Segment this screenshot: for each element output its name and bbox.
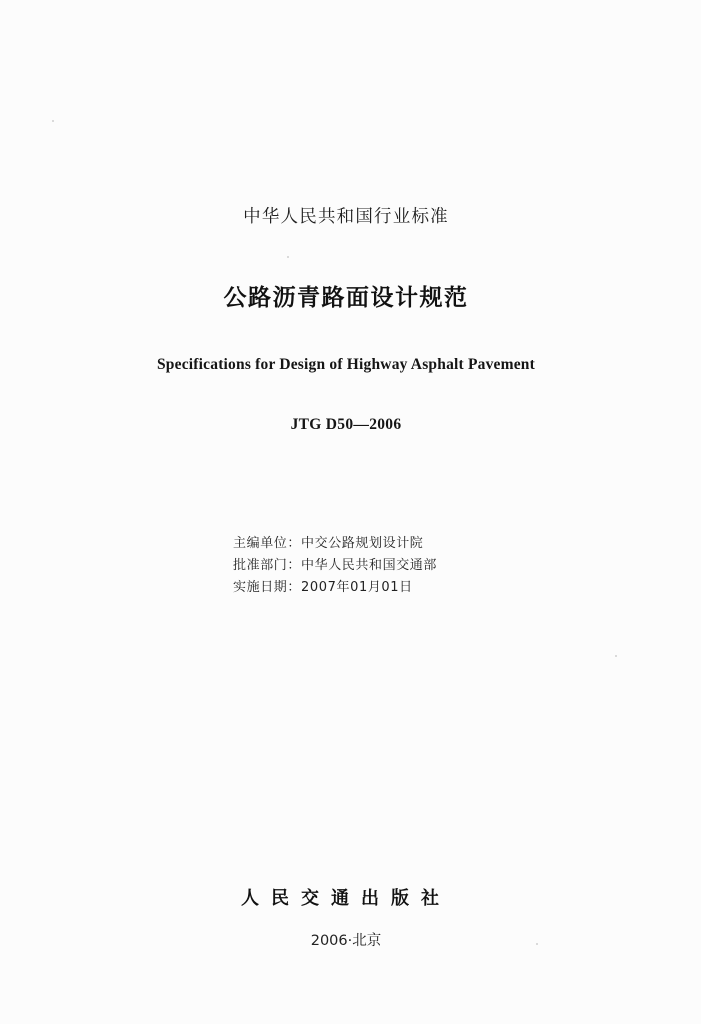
scan-speck bbox=[615, 655, 617, 657]
scan-speck bbox=[52, 120, 54, 122]
approving-department-line: 批准部门：中华人民共和国交通部 bbox=[233, 558, 438, 573]
standard-code: JTG D50—2006 bbox=[290, 416, 402, 433]
publication-place-year: 2006·北京 bbox=[310, 933, 382, 949]
english-title: Specifications for Design of Highway Asphalt Pavement bbox=[156, 356, 535, 373]
publisher-name: 人民交通出版社 bbox=[241, 888, 451, 909]
scan-speck bbox=[536, 943, 538, 945]
industry-standard-heading: 中华人民共和国行业标准 bbox=[243, 207, 449, 227]
effective-date-line: 实施日期：2007年01月01日 bbox=[233, 580, 413, 595]
scan-speck bbox=[287, 256, 289, 258]
chief-editor-line: 主编单位：中交公路规划设计院 bbox=[233, 536, 424, 551]
chinese-title: 公路沥青路面设计规范 bbox=[223, 285, 469, 311]
